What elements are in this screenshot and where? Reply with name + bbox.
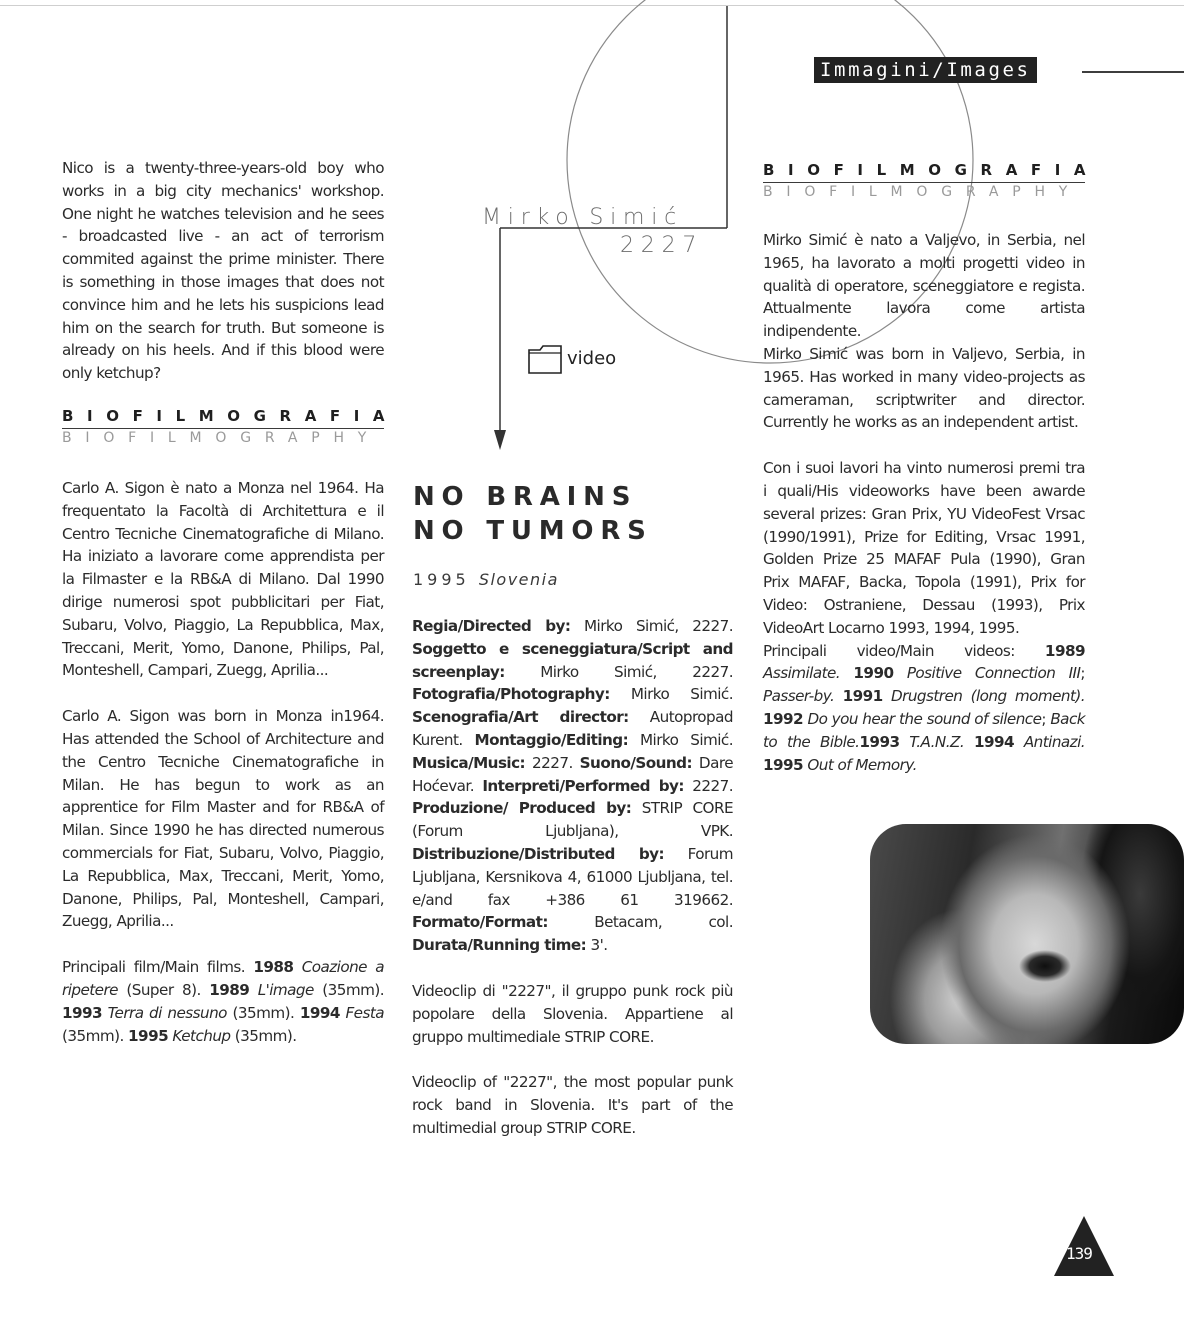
bio-english: Mirko Simić was born in Valjevo, Serbia, in 1965. Has worked in many video-projects as cameraman, scriptwriter and director. Currently he works as an independent artist. — [763, 344, 1085, 432]
description-italian: Videoclip di "2227", il gruppo punk rock più popolare della Slovenia. Appartiene al gruppo multimediale STRIP CORE. — [412, 981, 733, 1046]
bio-english: Carlo A. Sigon was born in Monza in1964. Has attended the School of Architecture and the Centro Tecniche Cinematografiche in Milan. He has begun to work as an apprentice for Film Master and for RB&A of Milan. Since 1990 he has directed numerous commercials for Fiat, Subaru, Volvo, Piaggio, La Repubblica, Max, Treccani, Merit, Yomo, Danone, Philips, Pal, Monteshell, Campari, Zuegg, Aprilia... — [62, 707, 384, 931]
credits-block — [412, 615, 733, 1140]
film-still-photo — [870, 824, 1184, 1044]
film-title-line1: NO BRAINS — [413, 482, 638, 512]
left-bio-block — [62, 477, 384, 1047]
description-english: Videoclip of "2227", the most popular punk rock band in Slovenia. It's part of the multimedial group STRIP CORE. — [412, 1073, 733, 1137]
bio-italian: Mirko Simić è nato a Valjevo, in Serbia, nel 1965, ha lavorato a molti progetti video in qualità di operatore, sceneggiatore e regista. Attualmente lavora come artista indipendente. — [763, 231, 1085, 341]
credits-text: Regia/Directed by: Mirko Simić, 2227. Soggetto e sceneggiatura/Script and screenplay: Mirko Simić, 2227. Fotografia/Photography: Mirko Simić. Scenografia/Art director: Autopropad Kurent. Montaggio/Editing: Mirko Simić. Musica/Music: 2227. Suono/Sound: Dare Hoćevar. Interpreti/Performed by: 2227. Produzione/ Produced by: STRIP CORE (Forum Ljubljana), VPK. Distribuzione/Distributed by: Forum Ljubljana, Kersnikova 4, 61000 Ljubljana, tel. e/and fax +386 61 319662. Formato/Format: Betacam, col. Durata/Running time: 3'. — [412, 617, 733, 955]
bio-rule — [763, 182, 1085, 183]
year-country — [413, 570, 559, 589]
left-column — [62, 157, 384, 385]
main-videos: Principali video/Main videos: 1989 Assimilate. 1990 Positive Connection III; Passer-by. 1991 Drugstren (long moment). 1992 Do you hear the sound of silence; Back to the Bible.1993 T.A.N.Z. 1994 Antinazi. 1995 Out of Memory. — [763, 641, 1086, 774]
film-country: Slovenia — [478, 570, 559, 589]
band-name: 2227 — [620, 233, 704, 258]
folder-icon — [528, 345, 564, 375]
video-label: video — [567, 348, 617, 369]
film-year: 1995 — [413, 570, 470, 589]
arrow-head-icon — [494, 430, 506, 450]
bio-subtitle: BIOFILMOGRAPHY — [763, 184, 1082, 200]
left-biofilmography-heading — [62, 407, 399, 446]
bio-italian: Carlo A. Sigon è nato a Monza nel 1964. Ha frequentato la Facoltà di Architettura e il Centro Tecniche Cinematografiche di Milano. Ha iniziato a lavorare come apprendista per la Filmaster e la RB&A di Milano. Dal 1990 dirige numerosi spot pubblicitari per Fiat, Subaru, Volvo, Piaggio, La Repubblica, Max, Treccani, Merit, Yomo, Danone, Philips, Pal, Monteshell, Campari, Zuegg, Aprilia... — [62, 479, 384, 680]
page-number: 139 — [1066, 1244, 1092, 1263]
main-films: Principali film/Main films. 1988 Coazione a ripetere (Super 8). 1989 L'image (35mm). 1993 Terra di nessuno (35mm). 1994 Festa (35mm). 1995 Ketchup (35mm). — [62, 958, 385, 1045]
bio-title: BIOFILMOGRAFIA — [62, 407, 399, 425]
film-title-line2: NO TUMORS — [413, 516, 653, 546]
synopsis-text: Nico is a twenty-three-years-old boy who works in a big city mechanics' workshop. One night he watches television and he sees - broadcasted live - an act of terrorism commited against the prime minister. There is something in those images that does not convince him and he lets his suspicions lead him on the search for truth. But someone is already on his heels. And if this blood were only ketchup? — [62, 159, 384, 383]
awards: Con i suoi lavori ha vinto numerosi premi tra i quali/His videoworks have been awarde several prizes: Gran Prix, YU VideoFest Vrsac (1990/1991), Prize for Editing, Vrsac 1991, Golden Prize 25 MAFAF Pula (1990), Gran Prix MAFAF, Backa, Topola (1991), Prix for Video: Ostraniene, Dessau (1993), Prix VideoArt Locarno 1993, 1994, 1995. — [763, 459, 1085, 637]
right-bio-block — [763, 229, 1085, 776]
bio-rule — [62, 428, 384, 429]
bio-title: BIOFILMOGRAFIA — [763, 161, 1100, 179]
right-biofilmography-heading — [763, 161, 1100, 200]
film-title — [413, 480, 653, 548]
section-label: Immagini/Images — [814, 57, 1037, 83]
author-name: Mirko Simić — [482, 205, 684, 230]
bio-subtitle: BIOFILMOGRAPHY — [62, 430, 381, 446]
